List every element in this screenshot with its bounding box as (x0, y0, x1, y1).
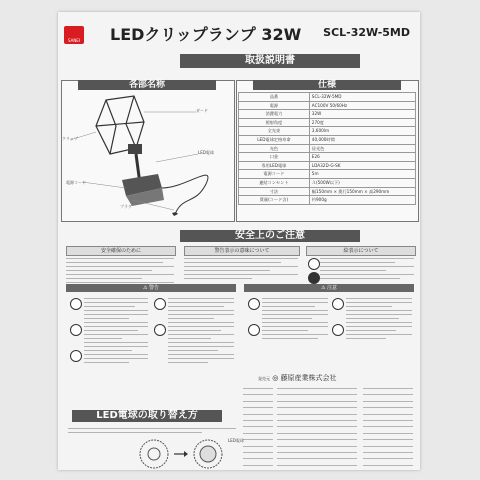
spec-row (239, 196, 416, 205)
spec-row (239, 178, 416, 187)
caution-bar: ⚠ 注意 (244, 284, 414, 292)
parts-heading: 各部名称 (78, 80, 216, 90)
address-row (243, 418, 415, 424)
spec-value: 約900g (309, 196, 415, 205)
spec-value: 32W (309, 110, 415, 119)
safety-banner: 安全上のご注意 (180, 230, 360, 242)
address-row (243, 463, 415, 469)
warning-icon-3 (70, 350, 82, 362)
address-row (243, 456, 415, 462)
address-row (243, 450, 415, 456)
brand-logo (64, 26, 84, 44)
spec-row (239, 93, 416, 102)
symbols-text-block (320, 258, 414, 282)
caution-text-col-1 (262, 298, 328, 342)
spec-row (239, 161, 416, 170)
label-clip: クリップ (62, 136, 78, 141)
logo-text: SANEI (67, 38, 81, 43)
address-row (243, 399, 415, 405)
replace-text-block (68, 428, 236, 436)
address-row (243, 424, 415, 430)
spec-key: 光色 (239, 144, 310, 153)
spec-value: 昼光色 (309, 144, 415, 153)
spec-key: 全光束 (239, 127, 310, 136)
address-row (243, 392, 415, 398)
spec-key: 口金 (239, 153, 310, 162)
spec-key: 質量(コード含) (239, 196, 310, 205)
address-row (243, 431, 415, 437)
prohibition-icon (308, 258, 320, 270)
label-guard: ガード (196, 108, 208, 113)
address-row (243, 444, 415, 450)
warning-icon-2 (70, 324, 82, 336)
caution-icon-1 (248, 298, 260, 310)
spec-key: LED電球定格寿命 (239, 135, 310, 144)
spec-value: 幅150mm × 奥行150mm × 高290mm (309, 187, 415, 196)
manual-banner: 取扱説明書 (180, 54, 360, 68)
warning-bar: ⚠ 警告 (66, 284, 236, 292)
label-led-bulb: LED電球 (198, 150, 214, 155)
spec-value: AC100V 50/60Hz (309, 101, 415, 110)
spec-key: 電源 (239, 101, 310, 110)
spec-row (239, 144, 416, 153)
spec-row (239, 135, 416, 144)
warning-text-col-1 (84, 298, 148, 366)
spec-value: E26 (309, 153, 415, 162)
plug-shape (172, 212, 178, 216)
lamp-socket-shape (128, 144, 142, 154)
company-prefix: 発売元 (258, 376, 270, 381)
warning-icon-1 (70, 298, 82, 310)
instruction-sheet (58, 12, 420, 470)
company-block: 発売元 ◎ 藤原産業株式会社 (258, 374, 337, 382)
led-bulb-callout: LED電球 (228, 438, 244, 443)
spec-row (239, 187, 416, 196)
label-cord: 電源コード (66, 180, 86, 185)
spec-key: 電源コード (239, 170, 310, 179)
spec-value: 270度 (309, 118, 415, 127)
spec-table (238, 92, 416, 205)
warning-icon-5 (154, 324, 166, 336)
spec-key: 品番 (239, 93, 310, 102)
spec-key: 照射角度 (239, 118, 310, 127)
bulb-diagram (138, 436, 238, 470)
warning-label: 警告 (149, 285, 160, 291)
spec-row (239, 101, 416, 110)
spec-row (239, 127, 416, 136)
spec-heading: 仕様 (253, 80, 401, 90)
spec-value: Ａ(500W以下) (309, 178, 415, 187)
spec-key: 専用LED電球 (239, 161, 310, 170)
label-plug: プラグ (120, 204, 132, 209)
address-row (243, 412, 415, 418)
cord-shape (162, 175, 208, 212)
caution-icon-3 (332, 298, 344, 310)
company-name: 藤原産業株式会社 (280, 374, 337, 382)
spec-row (239, 110, 416, 119)
spec-value: 3,600lm (309, 127, 415, 136)
spec-key: 寸法 (239, 187, 310, 196)
spec-key: 消費電力 (239, 110, 310, 119)
address-row (243, 386, 415, 392)
address-row (243, 437, 415, 443)
caution-icon-2 (248, 324, 260, 336)
spec-row (239, 170, 416, 179)
subhead-warning-meaning: 警告表示の意味について (184, 246, 300, 256)
spec-row (239, 118, 416, 127)
model-number: SCL-32W-5MD (323, 26, 410, 39)
caution-text-col-2 (346, 298, 412, 342)
address-row (243, 405, 415, 411)
spec-key: 連結コンセント (239, 178, 310, 187)
caution-label: 注意 (327, 285, 338, 291)
subhead-safety: 安全確保のために (66, 246, 176, 256)
subhead-symbols: 絵表示について (306, 246, 416, 256)
caution-icon-4 (332, 324, 344, 336)
spec-row (239, 153, 416, 162)
product-title: LEDクリップランプ 32W (110, 25, 302, 44)
spec-value: 5m (309, 170, 415, 179)
spec-value: SCL-32W-5MD (309, 93, 415, 102)
mandatory-icon (308, 272, 320, 284)
replace-banner: LED電球の取り替え方 (72, 410, 222, 422)
warning-icon-4 (154, 298, 166, 310)
warning-meaning-text-block (184, 258, 298, 282)
spec-value: LDA32D-G-SK (309, 161, 415, 170)
warning-text-col-2 (168, 298, 234, 366)
spec-value: 40,000時間 (309, 135, 415, 144)
